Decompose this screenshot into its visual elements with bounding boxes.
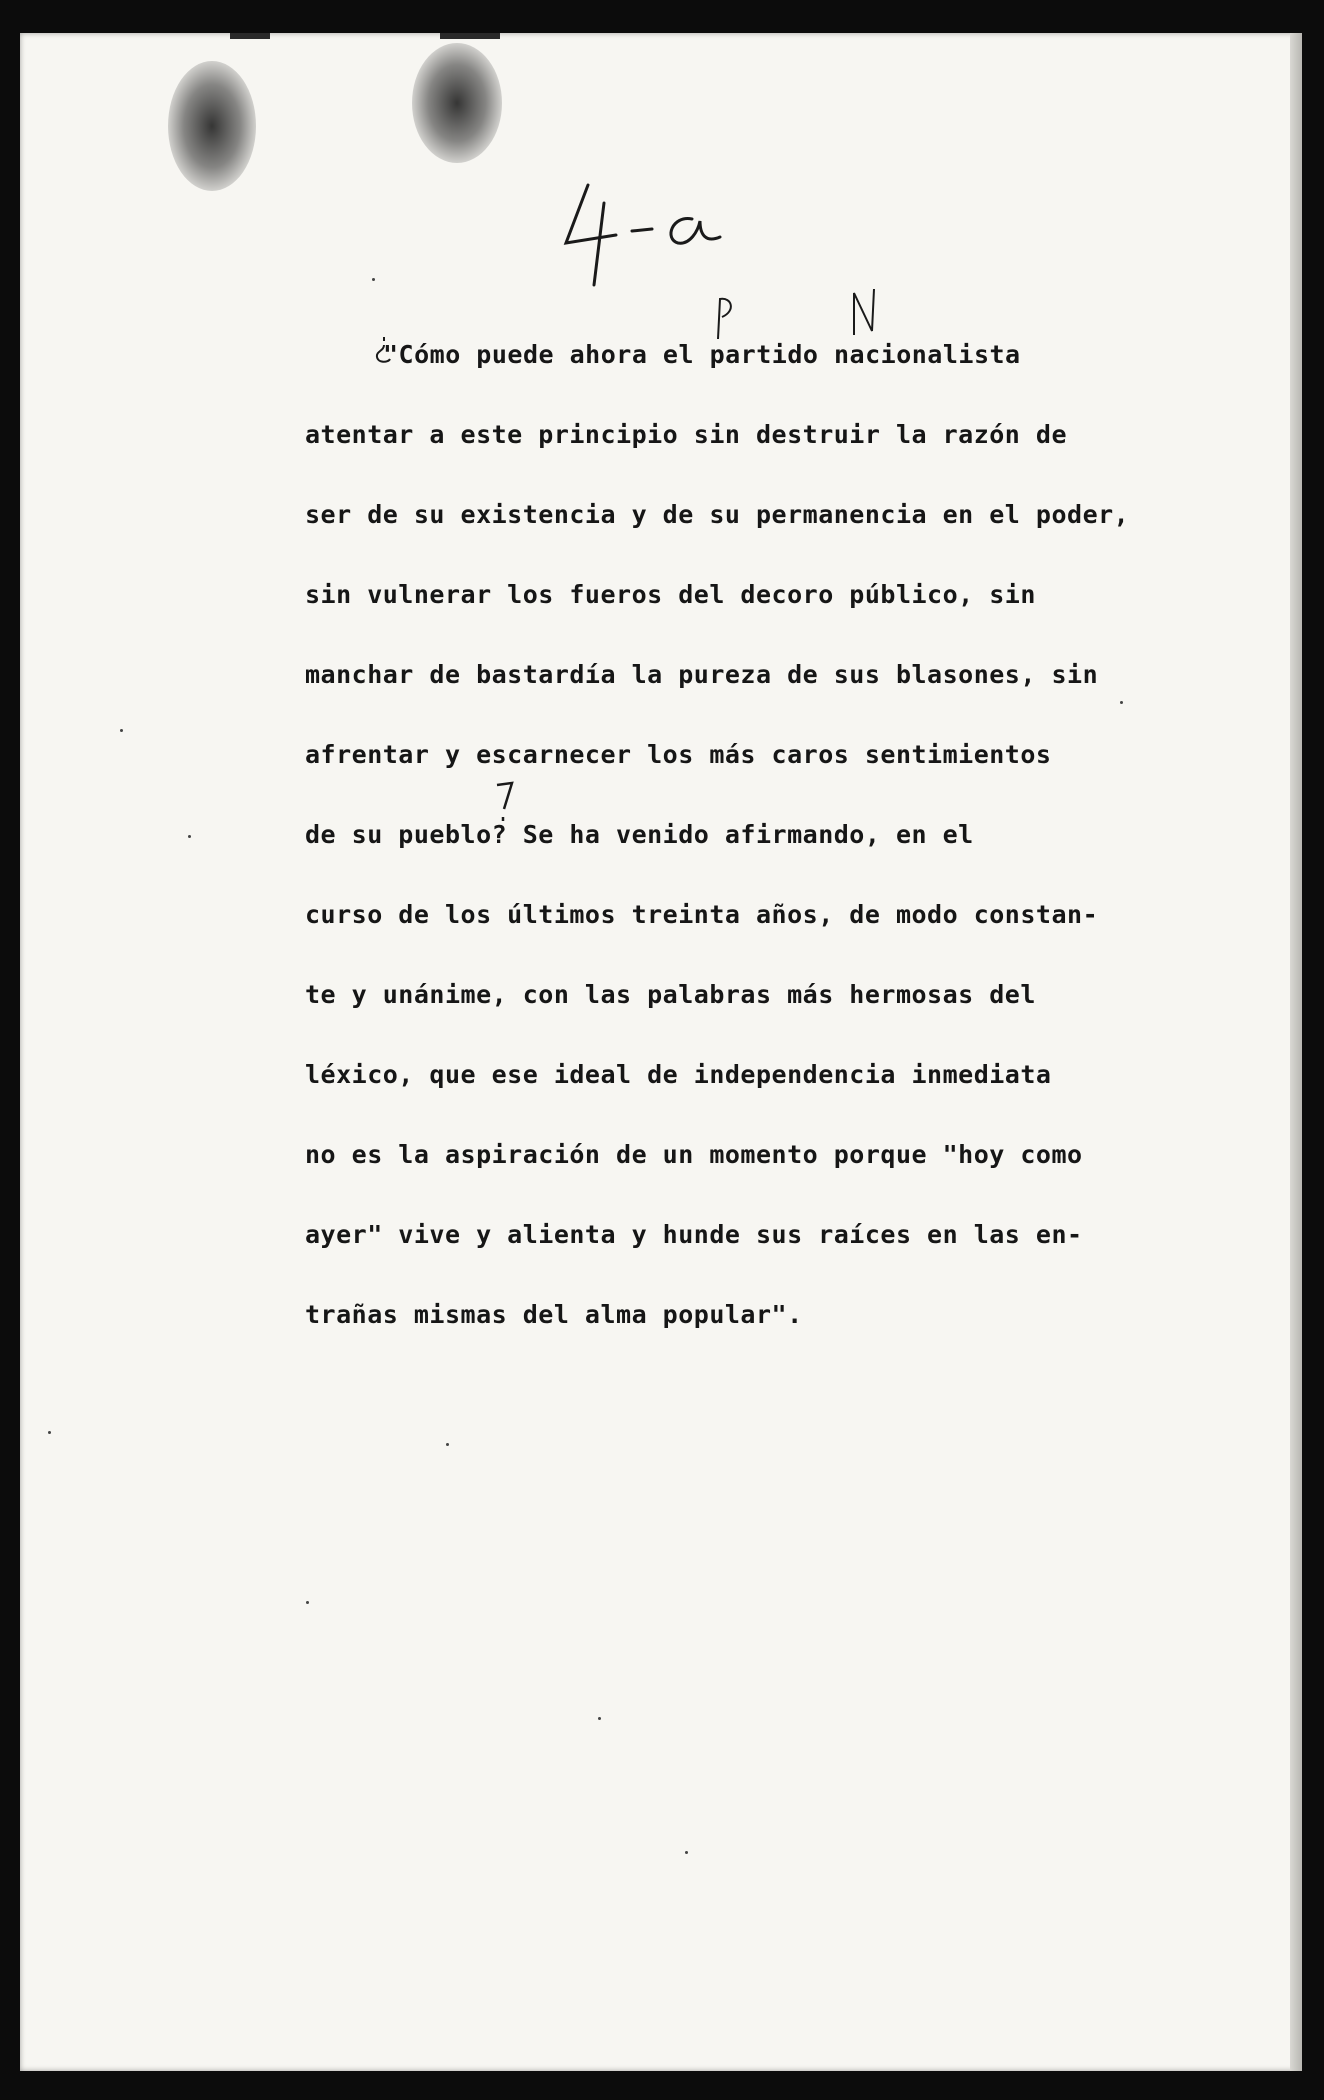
- handwritten-page-number: [560, 173, 780, 293]
- ink-blot-right: [412, 43, 502, 163]
- ink-blot-left: [168, 61, 256, 191]
- scan-speck: [372, 278, 375, 281]
- typescript-page: [20, 33, 1302, 2071]
- handwritten-n-correction: [848, 287, 878, 339]
- scan-speck: [48, 1431, 51, 1434]
- scan-speck: [446, 1443, 449, 1446]
- typed-line: ser de su existencia y de su permanencia en el poder,: [305, 500, 1130, 529]
- scan-speck: [685, 1851, 688, 1854]
- typed-line: sin vulnerar los fueros del decoro público, sin: [305, 580, 1036, 609]
- typed-line: trañas mismas del alma popular".: [305, 1300, 803, 1329]
- typed-line: léxico, que ese ideal de independencia inmediata: [305, 1060, 1052, 1089]
- typed-line: te y unánime, con las palabras más hermosas del: [305, 980, 1036, 1009]
- handwritten-inverted-question-mark: [372, 335, 394, 365]
- typed-line: manchar de bastardía la pureza de sus blasones, sin: [305, 660, 1099, 689]
- typed-line: afrentar y escarnecer los más caros sentimientos: [305, 740, 1052, 769]
- handwritten-question-mark: [494, 779, 516, 823]
- typed-line: "Cómo puede ahora el partido nacionalista: [383, 340, 1021, 369]
- scan-speck: [120, 729, 123, 732]
- typed-line: atentar a este principio sin destruir la razón de: [305, 420, 1068, 449]
- typed-line: curso de los últimos treinta años, de modo constan-: [305, 900, 1099, 929]
- scan-speck: [306, 1601, 309, 1604]
- scan-speck: [1120, 701, 1123, 704]
- handwritten-p-correction: [710, 295, 738, 343]
- binding-mark: [230, 33, 270, 39]
- binding-mark: [440, 33, 500, 39]
- typed-line: de su pueblo? Se ha venido afirmando, en el: [305, 820, 974, 849]
- typed-paragraph: [305, 315, 1185, 1355]
- handwritten-page-number-drawing: [560, 173, 780, 293]
- scan-speck: [598, 1717, 601, 1720]
- typed-line: ayer" vive y alienta y hunde sus raíces en las en-: [305, 1220, 1083, 1249]
- typed-line: no es la aspiración de un momento porque "hoy como: [305, 1140, 1083, 1169]
- scan-speck: [188, 835, 191, 838]
- page-edge: [1290, 33, 1302, 2071]
